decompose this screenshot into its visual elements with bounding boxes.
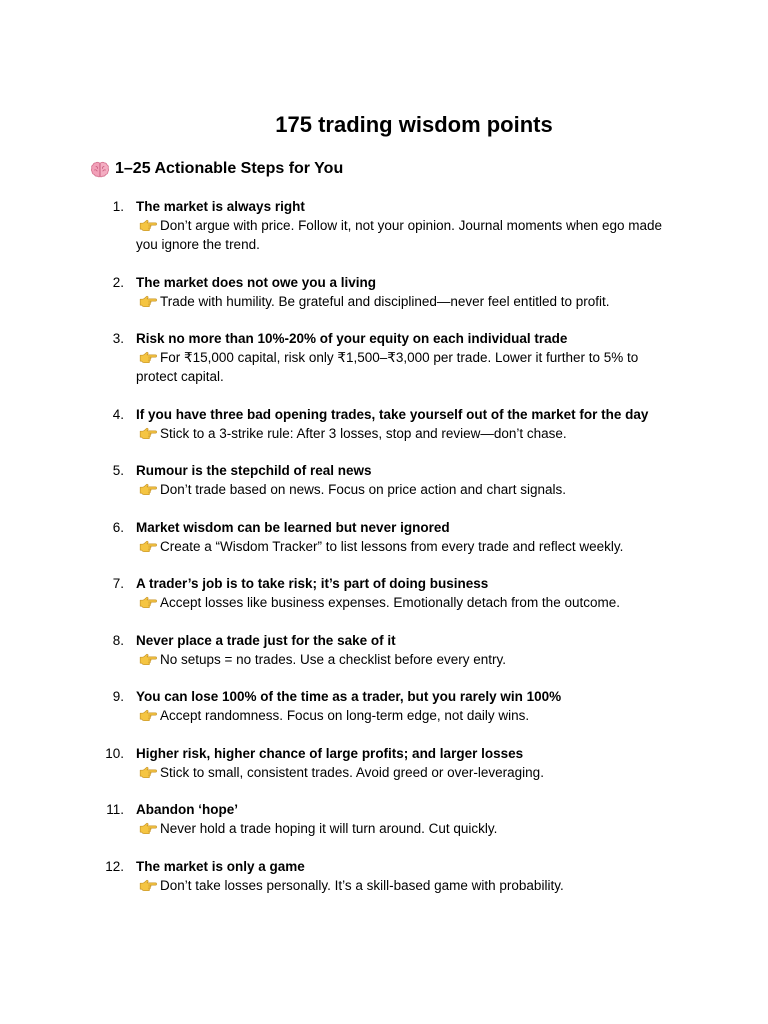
pointing-hand-icon — [139, 218, 157, 232]
point-body-text: Trade with humility. Be grateful and disciplined—never feel entitled to profit. — [160, 293, 610, 309]
point-title: Higher risk, higher chance of large profits; and larger losses — [136, 745, 524, 761]
pointing-hand-icon — [139, 426, 157, 440]
list-item — [0, 197, 768, 254]
point-title: The market is only a game — [136, 858, 305, 874]
list-item — [0, 631, 768, 669]
point-title: A trader’s job is to take risk; it’s part of doing business — [136, 576, 489, 591]
point-body-text: Don’t trade based on news. Focus on price action and chart signals. — [160, 482, 566, 497]
point-body — [136, 537, 682, 556]
pointing-hand-icon — [139, 482, 157, 496]
point-body — [136, 480, 682, 499]
point-body — [136, 292, 682, 311]
pointing-hand-icon — [139, 765, 157, 779]
page-title: 175 trading wisdom points — [275, 112, 553, 137]
list-item — [0, 744, 768, 782]
list-item — [0, 857, 768, 895]
point-title: Risk no more than 10%-20% of your equity on each individual trade — [136, 331, 568, 346]
point-number: 9. — [112, 689, 124, 704]
point-body-text: Never hold a trade hoping it will turn around. Cut quickly. — [160, 821, 498, 836]
point-body — [136, 706, 682, 725]
pointing-hand-icon — [139, 821, 157, 835]
pointing-hand-icon — [139, 708, 157, 722]
point-body-text: Accept randomness. Focus on long-term edge, not daily wins. — [160, 708, 530, 723]
point-title: The market is always right — [136, 199, 305, 214]
point-body-text: Stick to a 3-strike rule: After 3 losses, stop and review—don’t chase. — [160, 425, 567, 441]
point-title: Market wisdom can be learned but never ignored — [136, 519, 450, 535]
point-title: Abandon ‘hope’ — [136, 802, 238, 817]
list-item — [0, 461, 768, 499]
point-number: 4. — [112, 406, 124, 422]
list-item — [0, 405, 768, 443]
point-number: 5. — [112, 463, 124, 478]
point-body-text: Don’t take losses personally. It’s a skill-based game with probability. — [160, 877, 564, 893]
point-number: 2. — [112, 274, 124, 290]
point-body-text: No setups = no trades. Use a checklist before every entry. — [160, 651, 507, 667]
pointing-hand-icon — [139, 878, 157, 892]
point-body — [136, 348, 682, 386]
point-body — [136, 216, 682, 254]
list-item — [0, 800, 768, 838]
point-number: 1. — [112, 199, 124, 214]
section-heading-text: 1–25 Actionable Steps for You — [115, 160, 344, 177]
pointing-hand-icon — [139, 595, 157, 609]
point-body-text: Accept losses like business expenses. Emotionally detach from the outcome. — [160, 595, 620, 610]
point-title: The market does not owe you a living — [136, 274, 377, 290]
list-item — [0, 329, 768, 386]
point-number: 7. — [112, 576, 124, 591]
pointing-hand-icon — [139, 294, 157, 308]
section-heading — [90, 158, 343, 180]
list-item — [0, 687, 768, 725]
point-number: 11. — [106, 802, 124, 817]
point-number: 6. — [112, 519, 124, 535]
point-body — [136, 424, 682, 443]
point-title: If you have three bad opening trades, take yourself out of the market for the day — [136, 406, 649, 422]
list-item — [0, 574, 768, 612]
point-body — [136, 819, 682, 838]
point-number: 3. — [112, 331, 124, 346]
point-number: 12. — [105, 858, 124, 874]
point-number: 10. — [105, 745, 124, 761]
point-body-text: For ₹15,000 capital, risk only ₹1,500–₹3,000 per trade. Lower it further to 5% to protect capital. — [136, 350, 639, 384]
wisdom-points-list — [0, 197, 768, 913]
point-body — [136, 650, 682, 669]
point-body — [136, 763, 682, 782]
list-item — [0, 518, 768, 556]
point-title: You can lose 100% of the time as a trader, but you rarely win 100% — [136, 689, 562, 704]
point-title: Rumour is the stepchild of real news — [136, 463, 372, 478]
point-title: Never place a trade just for the sake of it — [136, 632, 396, 648]
point-body-text: Create a “Wisdom Tracker” to list lessons from every trade and reflect weekly. — [160, 538, 624, 554]
point-number: 8. — [112, 632, 124, 648]
list-item — [0, 273, 768, 311]
point-body-text: Stick to small, consistent trades. Avoid greed or over-leveraging. — [160, 764, 544, 780]
pointing-hand-icon — [139, 539, 157, 553]
point-body — [136, 876, 682, 895]
pointing-hand-icon — [139, 350, 157, 364]
point-body — [136, 593, 682, 612]
point-body-text: Don’t argue with price. Follow it, not your opinion. Journal moments when ego made you ignore the trend. — [136, 218, 663, 252]
pointing-hand-icon — [139, 652, 157, 666]
brain-icon — [90, 160, 110, 180]
